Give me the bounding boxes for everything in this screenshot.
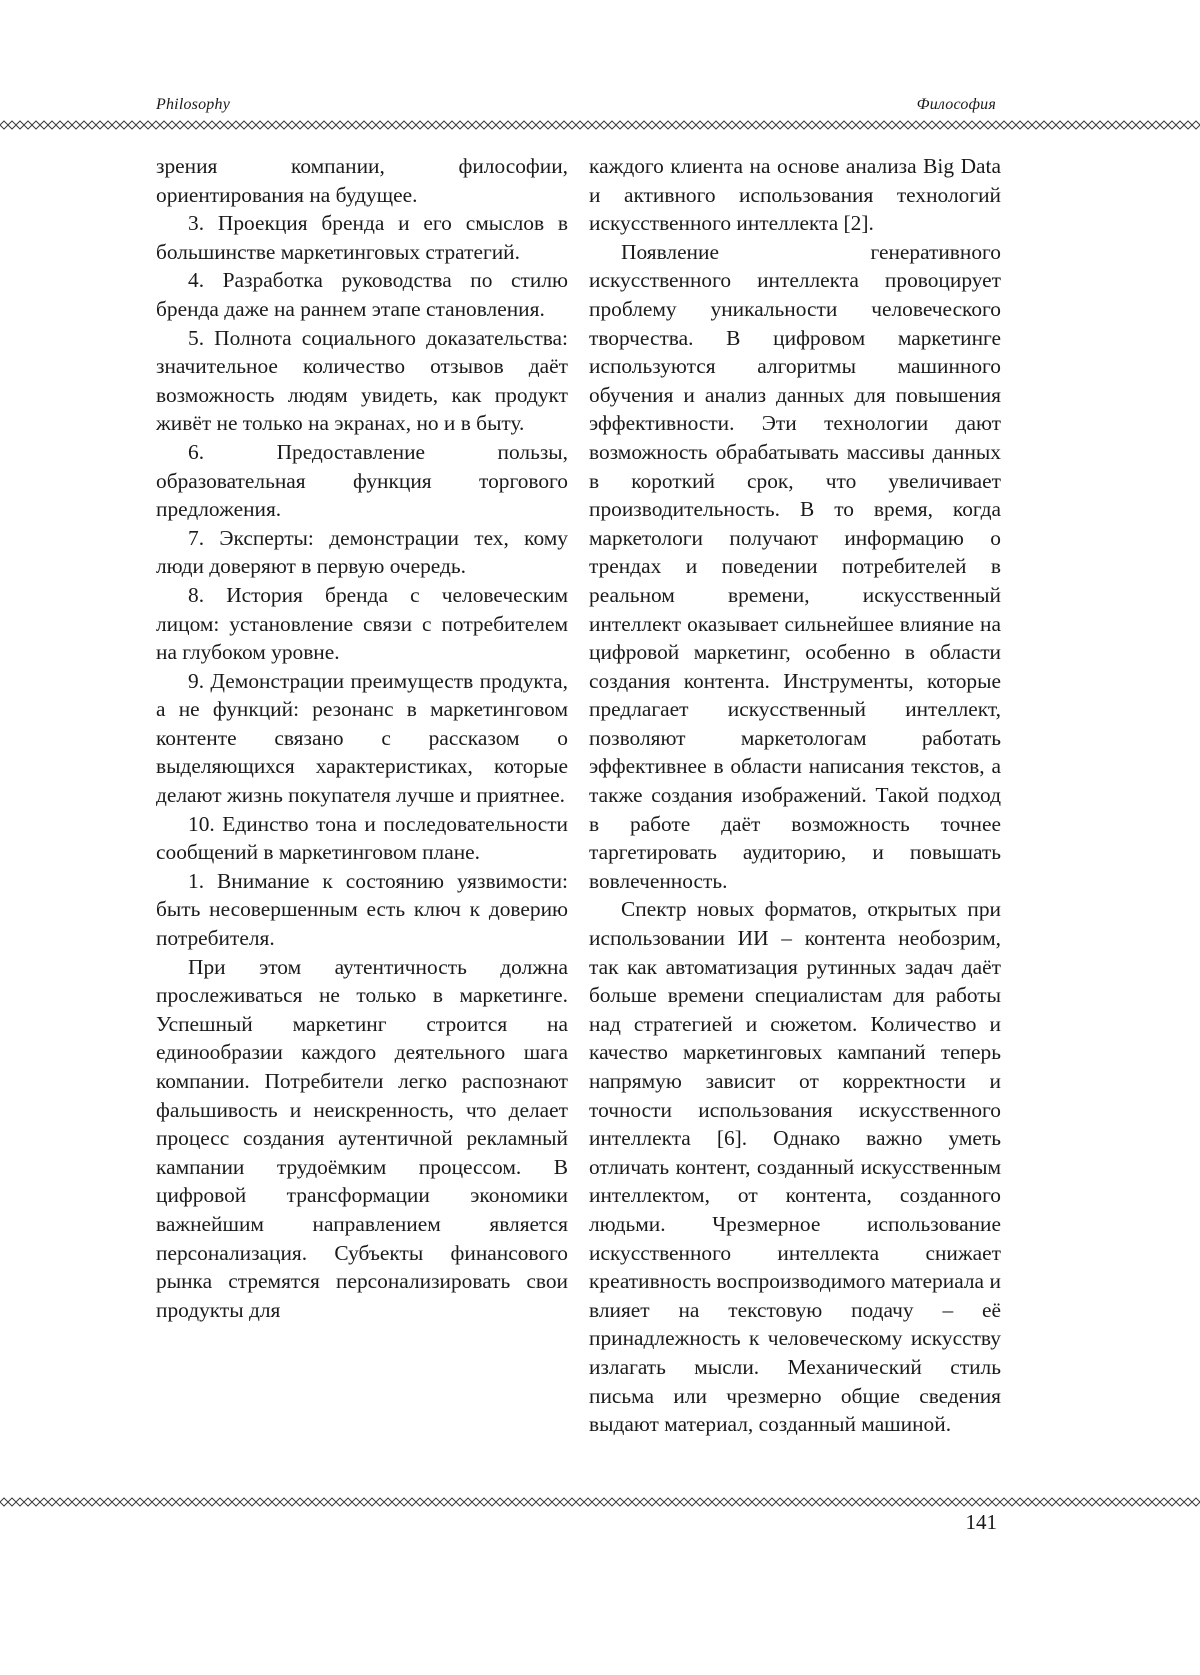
- page-number: 141: [965, 1510, 997, 1534]
- list-item: 6. Предоставление пользы, образовательная функция торгового предложения.: [156, 439, 568, 522]
- paragraph: Спектр новых форматов, открытых при использовании ИИ – контента необозрим, так как автоматизация рутинных задач даёт больше времени специалистам для работы над стратегией и сюжетом. Количество и качество маркетинговых кампаний теперь напрямую зависит от корректности и точности использования искусственного интеллекта [6]. Однако важно уметь отличать контент, созданный искусственным интеллектом, от контента, созданного людьми. Чрезмерное использование искусственного интеллекта снижает креативность воспроизводимого материала и влияет на текстовую подачу – её принадлежность к человеческому искусству излагать мысли. Механический стиль письма или чрезмерно общие сведения выдают материал, созданный машиной.: [589, 897, 1001, 1437]
- paragraph: каждого клиента на основе анализа Big Data и активного использования технологий искусственного интеллекта [2].: [589, 154, 1001, 236]
- list-item: 1. Внимание к состоянию уязвимости: быть несовершенным есть ключ к доверию потребителя.: [156, 868, 568, 951]
- list-item: 4. Разработка руководства по стилю бренда даже на раннем этапе становления.: [156, 268, 568, 321]
- running-head-left: Philosophy: [156, 96, 230, 113]
- list-item: 10. Единство тона и последовательности сообщений в маркетинговом плане.: [156, 811, 568, 865]
- text-column-right: [589, 152, 1001, 1439]
- running-head: [156, 96, 996, 118]
- decorative-border-bottom: [0, 1497, 1200, 1507]
- paragraph: зрения компании, философии, ориентирования на будущее.: [156, 154, 568, 207]
- paragraph: При этом аутентичность должна прослеживаться не только в маркетинге. Успешный маркетинг строится на единообразии каждого деятельного шага компании. Потребители легко распознают фальшивость и неискренность, что делает процесс создания аутентичной рекламный кампании трудоёмким процессом. В цифровой трансформации экономики важнейшим направлением является персонализация. Субъекты финансового рынка стремятся персонализировать свои продукты для: [156, 954, 568, 1322]
- paragraph: Появление генеративного искусственного интеллекта провоцирует проблему уникальности человеческого творчества. В цифровом маркетинге используются алгоритмы машинного обучения и анализ данных для повышения эффективности. Эти технологии дают возможность обрабатывать массивы данных в короткий срок, что увеличивает производительность. В то время, когда маркетологи получают информацию о трендах и поведении потребителей в реальном времени, искусственный интеллект оказывает сильнейшее влияние на цифровой маркетинг, особенно в области создания контента. Инструменты, которые предлагает искусственный интеллект, позволяют маркетологам работать эффективнее в области написания текстов, а также создания изображений. Такой подход в работе даёт возможность точнее таргетировать аудиторию, и повышать вовлеченность.: [589, 239, 1001, 893]
- decorative-border-top: [0, 120, 1200, 130]
- text-column-left: [156, 152, 568, 1324]
- list-item: 9. Демонстрации преимуществ продукта, а не функций: резонанс в маркетинговом контенте связано с рассказом о выделяющихся характеристиках, которые делают жизнь покупателя лучше и приятнее.: [156, 668, 568, 808]
- running-head-right: Философия: [916, 96, 996, 113]
- list-item: 3. Проекция бренда и его смыслов в большинстве маркетинговых стратегий.: [156, 211, 568, 264]
- list-item: 5. Полнота социального доказательства: значительное количество отзывов даёт возможность людям увидеть, как продукт живёт не только на экранах, но и в быту.: [156, 325, 568, 436]
- list-item: 8. История бренда с человеческим лицом: установление связи с потребителем на глубоком уровне.: [156, 582, 568, 665]
- list-item: 7. Эксперты: демонстрации тех, кому люди доверяют в первую очередь.: [156, 525, 568, 579]
